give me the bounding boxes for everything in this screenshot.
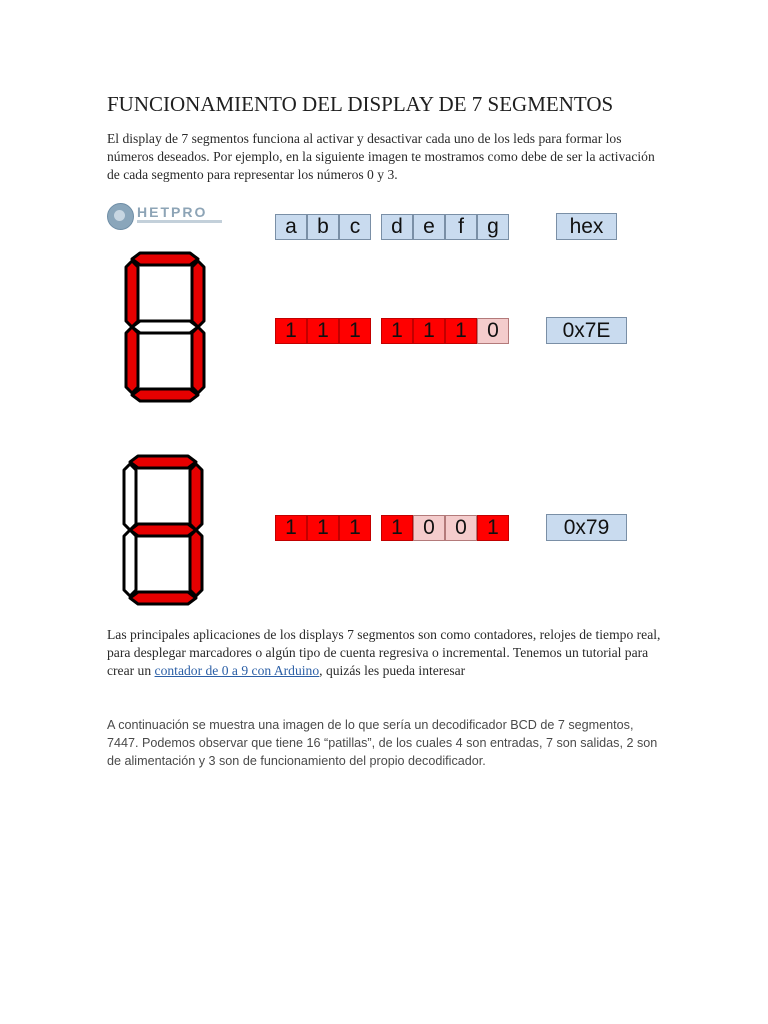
header-cell-f: f bbox=[445, 214, 477, 240]
bit-cell-1-b: 1 bbox=[307, 515, 339, 541]
bit-cell-0-c: 1 bbox=[339, 318, 371, 344]
bit-cell-0-g: 0 bbox=[477, 318, 509, 344]
page-title: FUNCIONAMIENTO DEL DISPLAY DE 7 SEGMENTOS bbox=[107, 92, 614, 116]
bit-cell-1-f: 0 bbox=[445, 515, 477, 541]
decoder-paragraph: A continuación se muestra una imagen de lo que sería un decodificador BCD de 7 segmentos, 7447. Podemos observar que tiene 16 “patillas”, de los cuales 4 son entradas, 7 son salidas, 2 son de alimentación y 3 son de funcionamiento del propio decodificador. bbox=[107, 718, 658, 768]
bit-cell-0-d: 1 bbox=[381, 318, 413, 344]
bit-cell-0-b: 1 bbox=[307, 318, 339, 344]
hex-header: hex bbox=[556, 213, 617, 240]
logo-text: HETPRO bbox=[137, 204, 208, 220]
arduino-counter-link[interactable]: contador de 0 a 9 con Arduino bbox=[154, 663, 320, 678]
hex-value-0: 0x7E bbox=[546, 317, 627, 344]
seven-segment-digit-3 bbox=[118, 450, 208, 610]
header-cell-e: e bbox=[413, 214, 445, 240]
bit-cell-1-c: 1 bbox=[339, 515, 371, 541]
bit-cell-1-e: 0 bbox=[413, 515, 445, 541]
bit-cell-0-a: 1 bbox=[275, 318, 307, 344]
segment-a bbox=[132, 253, 198, 265]
header-cell-a: a bbox=[275, 214, 307, 240]
header-cell-g: g bbox=[477, 214, 509, 240]
segment-c bbox=[192, 327, 204, 393]
segment-a bbox=[130, 456, 196, 468]
logo-tagline-bar bbox=[137, 220, 222, 223]
bit-cell-1-a: 1 bbox=[275, 515, 307, 541]
header-cell-d: d bbox=[381, 214, 413, 240]
logo-emblem-icon bbox=[107, 203, 134, 230]
bit-cell-1-g: 1 bbox=[477, 515, 509, 541]
intro-paragraph: El display de 7 segmentos funciona al activar y desactivar cada uno de los leds para formar los números deseados. Por ejemplo, en la siguiente imagen te mostramos como debe de ser la activación de cada segmento para representar los números 0 y 3. bbox=[107, 131, 655, 182]
bit-cell-0-e: 1 bbox=[413, 318, 445, 344]
segment-g bbox=[130, 524, 196, 536]
segment-d bbox=[130, 592, 196, 604]
segment-e bbox=[124, 530, 136, 596]
segment-g bbox=[132, 321, 198, 333]
seven-segment-digit-0 bbox=[120, 247, 210, 407]
header-cell-c: c bbox=[339, 214, 371, 240]
segment-b bbox=[190, 464, 202, 530]
segment-c bbox=[190, 530, 202, 596]
segment-f bbox=[126, 261, 138, 327]
bit-cell-1-d: 1 bbox=[381, 515, 413, 541]
applications-text-end: , quizás les pueda interesar bbox=[319, 663, 466, 678]
segment-d bbox=[132, 389, 198, 401]
bit-cell-0-f: 1 bbox=[445, 318, 477, 344]
segment-e bbox=[126, 327, 138, 393]
segment-b bbox=[192, 261, 204, 327]
header-cell-b: b bbox=[307, 214, 339, 240]
applications-text: Las principales aplicaciones de los displays 7 segmentos son como contadores, relojes de tiempo real, para desplegar marcadores o algún tipo de cuenta regresiva o incremental. Tenemos un tutorial para crear un bbox=[107, 627, 661, 678]
applications-paragraph bbox=[107, 626, 667, 680]
hex-value-1: 0x79 bbox=[546, 514, 627, 541]
segment-f bbox=[124, 464, 136, 530]
hetpro-logo bbox=[107, 203, 222, 229]
